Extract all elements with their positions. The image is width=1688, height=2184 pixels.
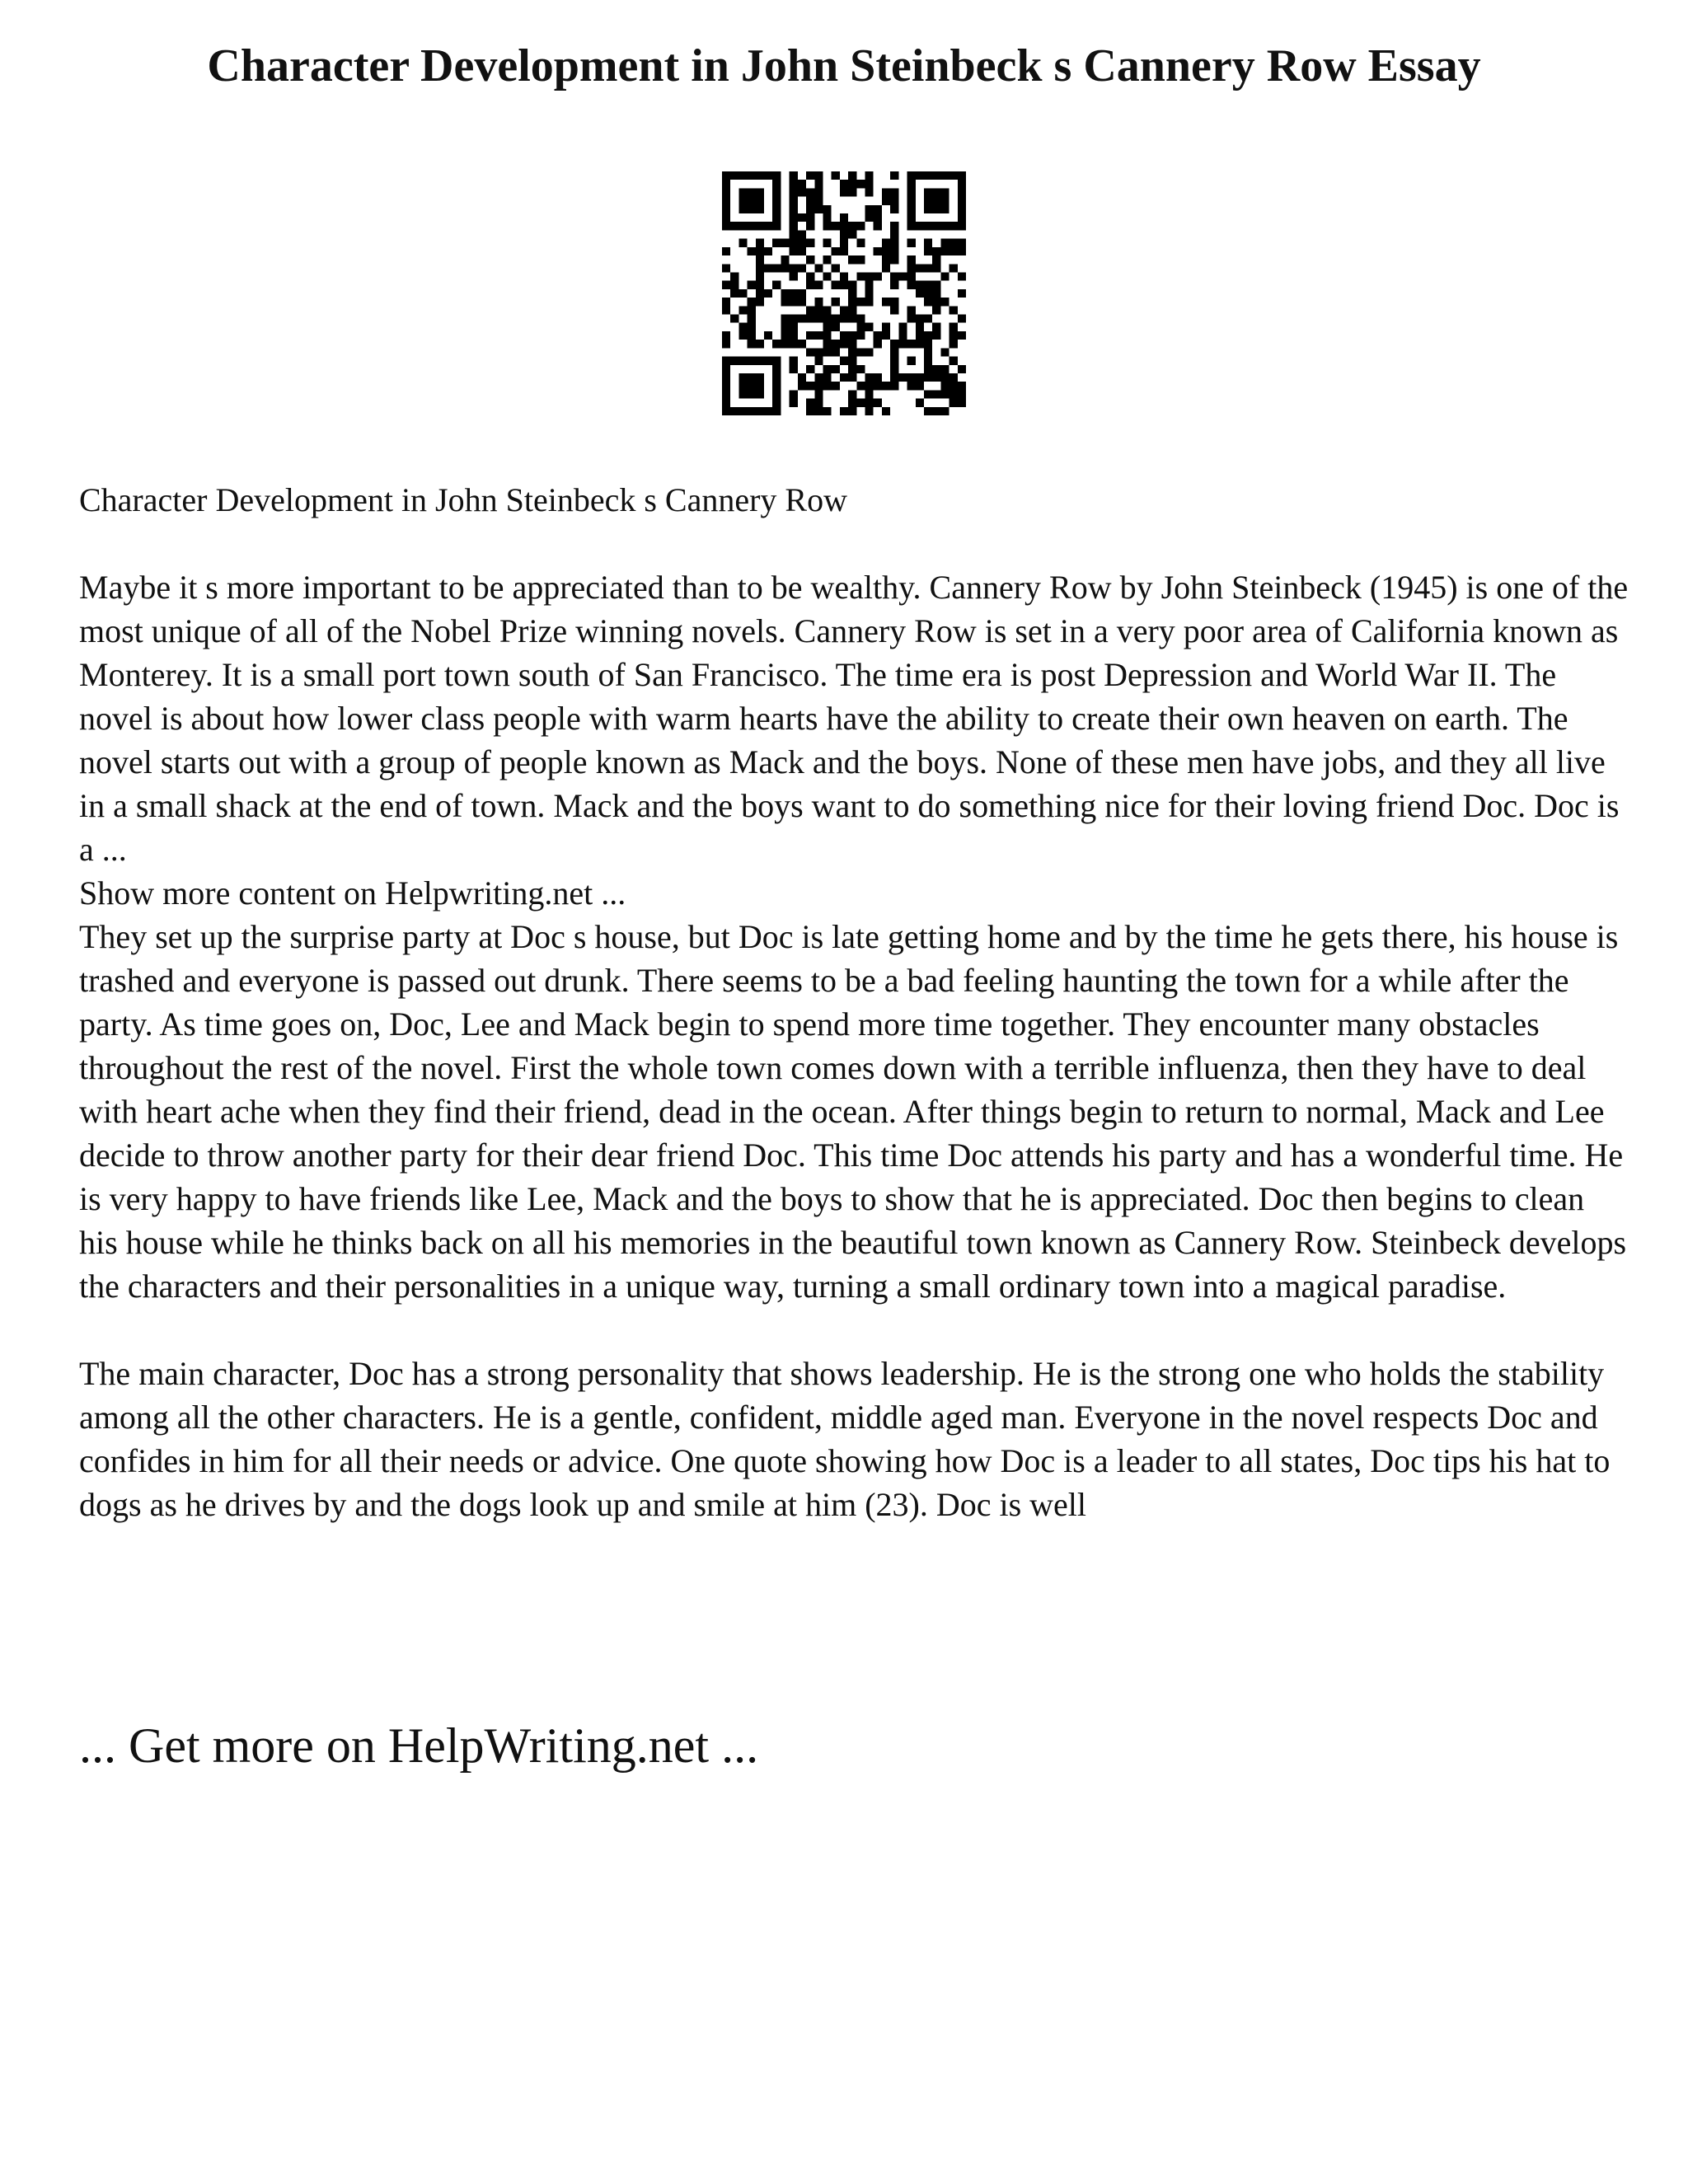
- document-title: Character Development in John Steinbeck s Cannery Row Essay: [207, 40, 1481, 91]
- show-more-link[interactable]: Show more content on Helpwriting.net ...: [79, 874, 626, 912]
- essay-subtitle: Character Development in John Steinbeck s Cannery Row: [79, 481, 847, 518]
- qr-code-icon: [722, 171, 966, 415]
- paragraph-intro: Maybe it s more important to be appreciated than to be wealthy. Cannery Row by John Steinbeck (1945) is one of the most unique of all of the Nobel Prize winning novels. Cannery Row is set in a very poor area of California known as Monterey. It is a small port town south of San Francisco. The time era is post Depression and World War II. The novel is about how lower class people with warm hearts have the ability to create their own heaven on earth. The novel starts out with a group of people known as Mack and the boys. None of these men have jobs, and they all live in a small shack at the end of town. Mack and the boys want to do something nice for their loving friend Doc. Doc is a ...: [79, 569, 1629, 868]
- get-more-link[interactable]: ... Get more on HelpWriting.net ...: [79, 1718, 759, 1773]
- essay-body: [79, 478, 1629, 1526]
- paragraph-summary: They set up the surprise party at Doc s house, but Doc is late getting home and by the time he gets there, his house is trashed and everyone is passed out drunk. There seems to be a bad feeling haunting the town for a while after the party. As time goes on, Doc, Lee and Mack begin to spend more time together. They encounter many obstacles throughout the rest of the novel. First the whole town comes down with a terrible influenza, then they have to deal with heart ache when they find their friend, dead in the ocean. After things begin to return to normal, Mack and Lee decide to throw another party for their dear friend Doc. This time Doc attends his party and has a wonderful time. He is very happy to have friends like Lee, Mack and the boys to show that he is appreciated. Doc then begins to clean his house while he thinks back on all his memories in the beautiful town known as Cannery Row. Steinbeck develops the characters and their personalities in a unique way, turning a small ordinary town into a magical paradise.: [79, 918, 1627, 1305]
- paragraph-main-character: The main character, Doc has a strong personality that shows leadership. He is the strong one who holds the stability among all the other characters. He is a gentle, confident, middle aged man. Everyone in the novel respects Doc and confides in him for all their needs or advice. One quote showing how Doc is a leader to all states, Doc tips his hat to dogs as he drives by and the dogs look up and smile at him (23). Doc is well: [79, 1355, 1611, 1523]
